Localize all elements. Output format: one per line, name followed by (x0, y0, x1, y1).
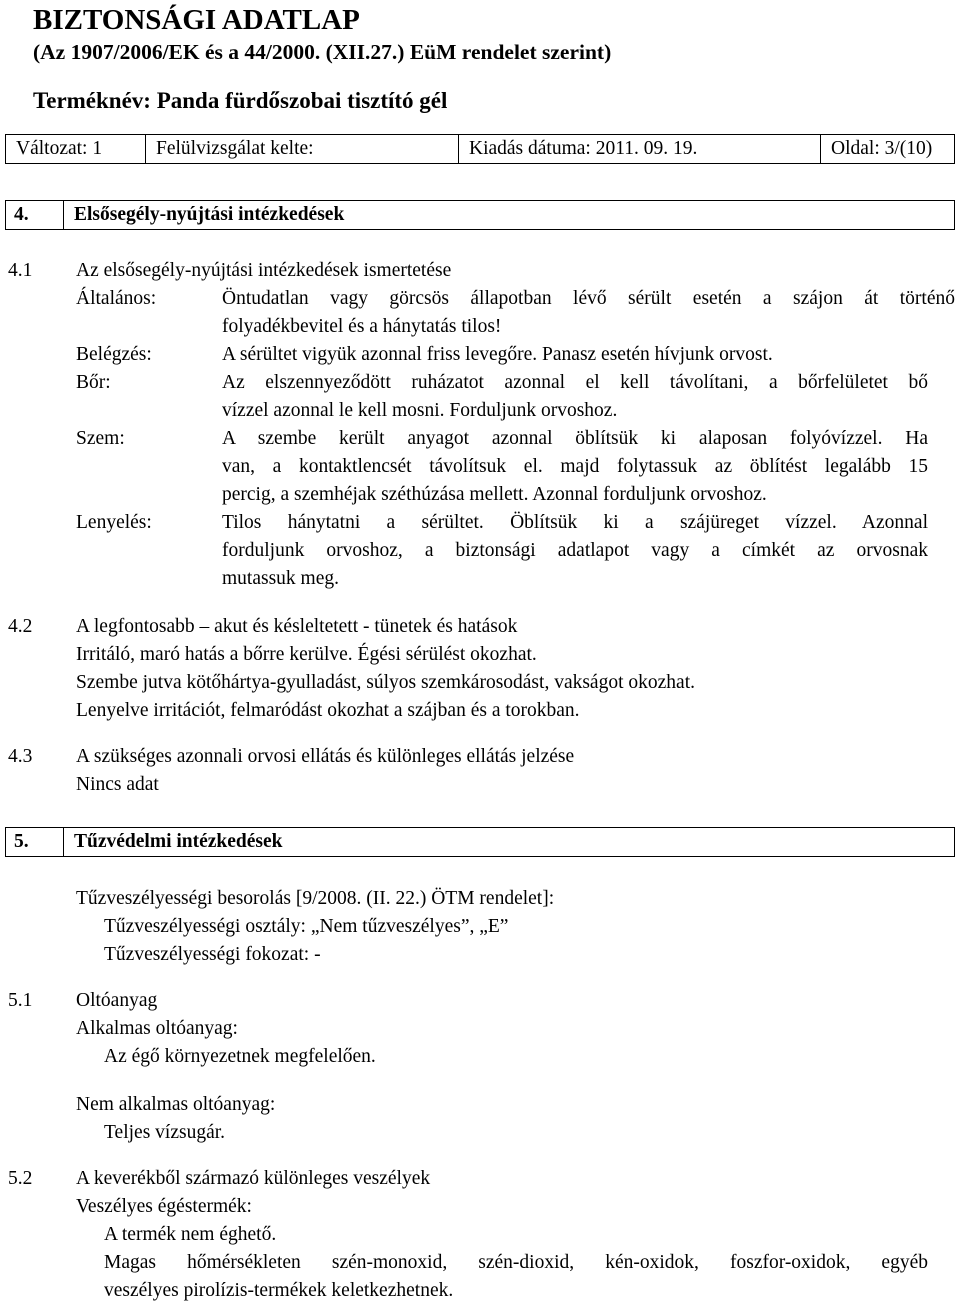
section-4-number: 4. (6, 201, 64, 229)
issue-date-cell: Kiadás dátuma: 2011. 09. 19. (459, 135, 821, 163)
unsuitable-agent-value: Teljes vízsugár. (104, 1122, 226, 1143)
text-general-1: Öntudatlan vagy görcsös állapotban lévő sérült esetén a szájon át történő (222, 288, 955, 309)
text-eye-2: van, a kontaktlencsét távolítsuk el. majd folytassuk az öblítést legalább 15 (222, 456, 928, 477)
label-general: Általános: (76, 288, 157, 309)
unsuitable-agent-label: Nem alkalmas oltóanyag: (76, 1094, 276, 1115)
label-inhalation: Belégzés: (76, 344, 152, 365)
subsection-5-2-number: 5.2 (8, 1168, 33, 1189)
combustion-products-label: Veszélyes égéstermék: (76, 1196, 252, 1217)
version-cell: Változat: 1 (6, 135, 146, 163)
section-5-title: Tűzvédelmi intézkedések (74, 831, 283, 852)
text-ingestion-1: Tilos hánytatni a sérültet. Öblítsük ki a szájüreget vízzel. Azonnal (222, 512, 928, 533)
product-name: Terméknév: Panda fürdőszobai tisztító gél (33, 88, 448, 113)
symptoms-line-1: Irritáló, maró hatás a bőrre kerülve. Égési sérülést okozhat. (76, 644, 537, 665)
text-eye-3: percig, a szemhéjak széthúzása mellett. Azonnal forduljunk orvoshoz. (222, 484, 767, 505)
hazard-line-3: veszélyes pirolízis-termékek keletkezhetnek. (104, 1280, 454, 1301)
section-4-header (5, 200, 955, 230)
text-eye-1: A szembe került anyagot azonnal öblítsük ki alaposan folyóvízzel. Ha (222, 428, 928, 449)
section-4-title: Elsősegély-nyújtási intézkedések (74, 204, 345, 225)
subsection-4-2-number: 4.2 (8, 616, 33, 637)
subsection-5-1-number: 5.1 (8, 990, 33, 1011)
regulation-subtitle: (Az 1907/2006/EK és a 44/2000. (XII.27.) EüM rendelet szerint) (33, 40, 612, 64)
review-date-cell: Felülvizsgálat kelte: (146, 135, 459, 163)
text-skin-1: Az elszennyeződött ruházatot azonnal el kell távolítani, a bőrfelületet bő (222, 372, 928, 393)
label-eye: Szem: (76, 428, 125, 449)
text-inhalation-1: A sérültet vigyük azonnal friss levegőre. Panasz esetén hívjunk orvost. (222, 344, 773, 365)
subsection-4-2-title: A legfontosabb – akut és késleltetett - tünetek és hatások (76, 616, 518, 637)
subsection-4-3-title: A szükséges azonnali orvosi ellátás és különleges ellátás jelzése (76, 746, 575, 767)
hazard-line-2: Magas hőmérsékleten szén-monoxid, szén-dioxid, kén-oxidok, foszfor-oxidok, egyéb (104, 1252, 928, 1273)
fire-class-line: Tűzveszélyességi osztály: „Nem tűzveszélyes”, „E” (104, 916, 509, 937)
subsection-5-1-title: Oltóanyag (76, 990, 158, 1011)
subsection-4-1-title: Az elsősegély-nyújtási intézkedések ismertetése (76, 260, 452, 281)
suitable-agent-value: Az égő környezetnek megfelelően. (104, 1046, 376, 1067)
subsection-4-3-number: 4.3 (8, 746, 33, 767)
text-ingestion-2: forduljunk orvoshoz, a biztonsági adatlapot vagy a címkét az orvosnak (222, 540, 928, 561)
hazard-line-1: A termék nem éghető. (104, 1224, 277, 1245)
label-skin: Bőr: (76, 372, 111, 393)
symptoms-line-2: Szembe jutva kötőhártya-gyulladást, súlyos szemkárosodást, vakságot okozhat. (76, 672, 695, 693)
fire-grade-line: Tűzveszélyességi fokozat: - (104, 944, 321, 965)
subsection-4-1-number: 4.1 (8, 260, 33, 281)
text-ingestion-3: mutassuk meg. (222, 568, 339, 589)
text-general-2: folyadékbevitel és a hánytatás tilos! (222, 316, 502, 337)
label-ingestion: Lenyelés: (76, 512, 152, 533)
section-5-number: 5. (6, 828, 64, 856)
medical-care-text: Nincs adat (76, 774, 159, 795)
suitable-agent-label: Alkalmas oltóanyag: (76, 1018, 238, 1039)
symptoms-line-3: Lenyelve irritációt, felmaródást okozhat a szájban és a torokban. (76, 700, 580, 721)
subsection-5-2-title: A keverékből származó különleges veszélyek (76, 1168, 431, 1189)
document-info-bar (5, 134, 955, 164)
fire-classification-heading: Tűzveszélyességi besorolás [9/2008. (II. 22.) ÖTM rendelet]: (76, 888, 555, 909)
text-skin-2: vízzel azonnal le kell mosni. Forduljunk orvoshoz. (222, 400, 618, 421)
section-5-header (5, 827, 955, 857)
page-number-cell: Oldal: 3/(10) (831, 138, 933, 159)
document-title: BIZTONSÁGI ADATLAP (33, 4, 360, 36)
